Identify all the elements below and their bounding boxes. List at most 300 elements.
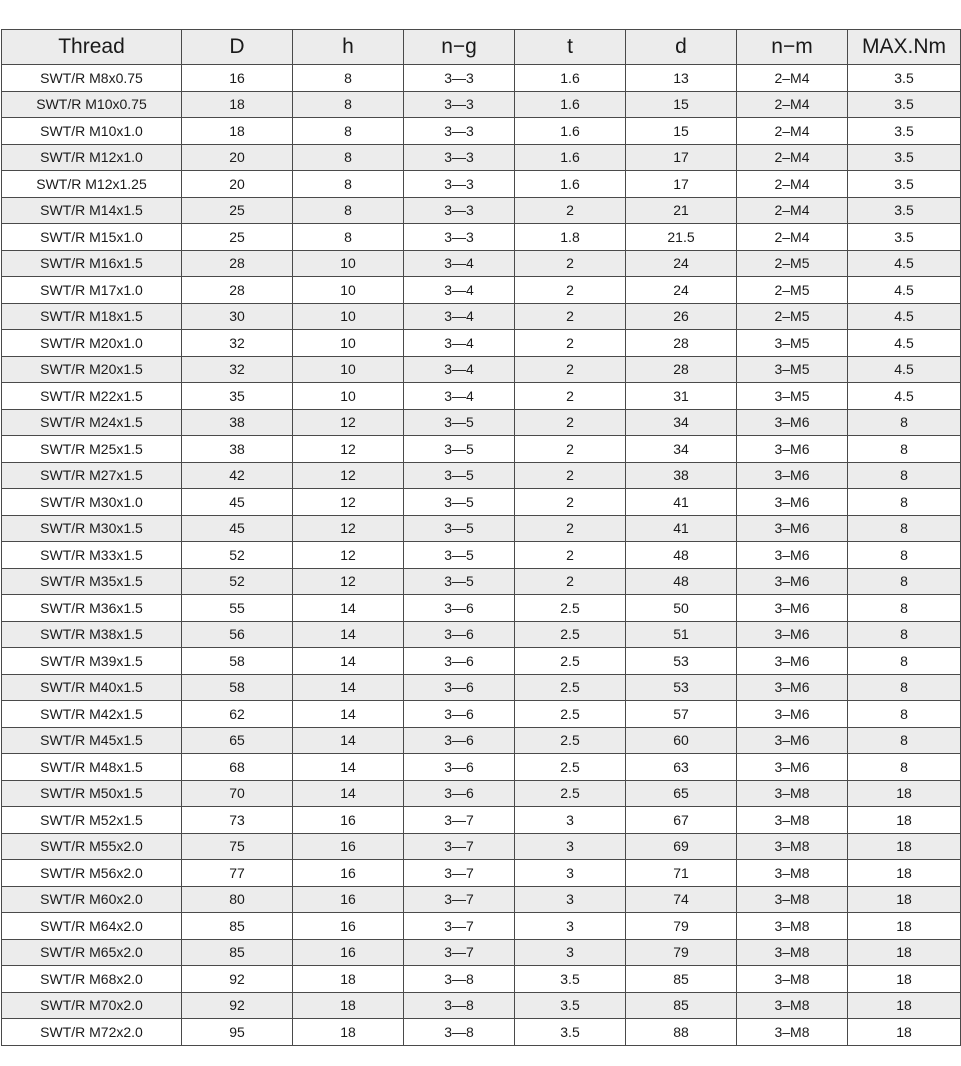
thickness-cell: 2 bbox=[515, 436, 626, 463]
inner-diameter-cell: 24 bbox=[626, 250, 737, 277]
header-thickness: t bbox=[515, 30, 626, 65]
table-row bbox=[2, 409, 961, 436]
thickness-cell: 2 bbox=[515, 197, 626, 224]
slot-count-cell: 3—5 bbox=[404, 489, 515, 516]
thread-cell: SWT/R M14x1.5 bbox=[2, 197, 182, 224]
thread-cell: SWT/R M10x0.75 bbox=[2, 91, 182, 118]
max-torque-cell: 8 bbox=[848, 542, 961, 569]
max-torque-cell: 18 bbox=[848, 939, 961, 966]
thickness-cell: 2.5 bbox=[515, 754, 626, 781]
outer-diameter-cell: 52 bbox=[182, 542, 293, 569]
inner-diameter-cell: 79 bbox=[626, 913, 737, 940]
height-cell: 10 bbox=[293, 250, 404, 277]
table-header bbox=[2, 30, 961, 65]
thread-cell: SWT/R M52x1.5 bbox=[2, 807, 182, 834]
outer-diameter-cell: 18 bbox=[182, 118, 293, 145]
screw-count-cell: 3–M6 bbox=[737, 436, 848, 463]
height-cell: 10 bbox=[293, 356, 404, 383]
thread-spec-table bbox=[1, 29, 961, 1046]
thickness-cell: 2.5 bbox=[515, 727, 626, 754]
thread-cell: SWT/R M42x1.5 bbox=[2, 701, 182, 728]
inner-diameter-cell: 34 bbox=[626, 436, 737, 463]
thickness-cell: 2.5 bbox=[515, 595, 626, 622]
screw-count-cell: 2–M4 bbox=[737, 144, 848, 171]
thickness-cell: 1.6 bbox=[515, 118, 626, 145]
outer-diameter-cell: 35 bbox=[182, 383, 293, 410]
header-slot-count: n−g bbox=[404, 30, 515, 65]
height-cell: 12 bbox=[293, 542, 404, 569]
slot-count-cell: 3—6 bbox=[404, 727, 515, 754]
outer-diameter-cell: 68 bbox=[182, 754, 293, 781]
thread-cell: SWT/R M68x2.0 bbox=[2, 966, 182, 993]
thread-cell: SWT/R M24x1.5 bbox=[2, 409, 182, 436]
max-torque-cell: 8 bbox=[848, 727, 961, 754]
screw-count-cell: 3–M6 bbox=[737, 462, 848, 489]
table-row bbox=[2, 727, 961, 754]
thread-cell: SWT/R M27x1.5 bbox=[2, 462, 182, 489]
outer-diameter-cell: 92 bbox=[182, 966, 293, 993]
inner-diameter-cell: 41 bbox=[626, 515, 737, 542]
screw-count-cell: 2–M4 bbox=[737, 171, 848, 198]
screw-count-cell: 2–M5 bbox=[737, 250, 848, 277]
inner-diameter-cell: 67 bbox=[626, 807, 737, 834]
thickness-cell: 3 bbox=[515, 807, 626, 834]
thickness-cell: 1.8 bbox=[515, 224, 626, 251]
outer-diameter-cell: 20 bbox=[182, 171, 293, 198]
outer-diameter-cell: 92 bbox=[182, 992, 293, 1019]
max-torque-cell: 8 bbox=[848, 462, 961, 489]
inner-diameter-cell: 34 bbox=[626, 409, 737, 436]
height-cell: 14 bbox=[293, 621, 404, 648]
slot-count-cell: 3—6 bbox=[404, 754, 515, 781]
outer-diameter-cell: 30 bbox=[182, 303, 293, 330]
outer-diameter-cell: 45 bbox=[182, 489, 293, 516]
inner-diameter-cell: 79 bbox=[626, 939, 737, 966]
height-cell: 16 bbox=[293, 939, 404, 966]
thickness-cell: 3 bbox=[515, 939, 626, 966]
max-torque-cell: 18 bbox=[848, 807, 961, 834]
slot-count-cell: 3—3 bbox=[404, 144, 515, 171]
thread-cell: SWT/R M20x1.5 bbox=[2, 356, 182, 383]
max-torque-cell: 8 bbox=[848, 621, 961, 648]
height-cell: 10 bbox=[293, 330, 404, 357]
thickness-cell: 1.6 bbox=[515, 171, 626, 198]
screw-count-cell: 3–M5 bbox=[737, 383, 848, 410]
outer-diameter-cell: 58 bbox=[182, 674, 293, 701]
screw-count-cell: 3–M8 bbox=[737, 807, 848, 834]
max-torque-cell: 4.5 bbox=[848, 330, 961, 357]
thickness-cell: 2 bbox=[515, 277, 626, 304]
table-row bbox=[2, 674, 961, 701]
height-cell: 16 bbox=[293, 833, 404, 860]
thread-cell: SWT/R M60x2.0 bbox=[2, 886, 182, 913]
thread-cell: SWT/R M20x1.0 bbox=[2, 330, 182, 357]
thread-cell: SWT/R M38x1.5 bbox=[2, 621, 182, 648]
table-row bbox=[2, 595, 961, 622]
thread-cell: SWT/R M16x1.5 bbox=[2, 250, 182, 277]
slot-count-cell: 3—4 bbox=[404, 250, 515, 277]
max-torque-cell: 3.5 bbox=[848, 91, 961, 118]
thread-cell: SWT/R M33x1.5 bbox=[2, 542, 182, 569]
outer-diameter-cell: 73 bbox=[182, 807, 293, 834]
table-row bbox=[2, 462, 961, 489]
thickness-cell: 2 bbox=[515, 303, 626, 330]
table-row bbox=[2, 224, 961, 251]
header-max-torque: MAX.Nm bbox=[848, 30, 961, 65]
outer-diameter-cell: 28 bbox=[182, 250, 293, 277]
thickness-cell: 1.6 bbox=[515, 91, 626, 118]
screw-count-cell: 3–M6 bbox=[737, 542, 848, 569]
thickness-cell: 1.6 bbox=[515, 144, 626, 171]
thread-cell: SWT/R M22x1.5 bbox=[2, 383, 182, 410]
height-cell: 10 bbox=[293, 277, 404, 304]
thickness-cell: 2 bbox=[515, 330, 626, 357]
max-torque-cell: 8 bbox=[848, 648, 961, 675]
thread-cell: SWT/R M48x1.5 bbox=[2, 754, 182, 781]
outer-diameter-cell: 32 bbox=[182, 356, 293, 383]
table-row bbox=[2, 833, 961, 860]
thread-cell: SWT/R M50x1.5 bbox=[2, 780, 182, 807]
table-row bbox=[2, 356, 961, 383]
inner-diameter-cell: 21 bbox=[626, 197, 737, 224]
screw-count-cell: 3–M6 bbox=[737, 568, 848, 595]
table-row bbox=[2, 515, 961, 542]
thread-cell: SWT/R M56x2.0 bbox=[2, 860, 182, 887]
height-cell: 14 bbox=[293, 674, 404, 701]
table-row bbox=[2, 65, 961, 92]
slot-count-cell: 3—3 bbox=[404, 118, 515, 145]
outer-diameter-cell: 38 bbox=[182, 409, 293, 436]
thickness-cell: 2.5 bbox=[515, 648, 626, 675]
inner-diameter-cell: 28 bbox=[626, 356, 737, 383]
thread-cell: SWT/R M45x1.5 bbox=[2, 727, 182, 754]
slot-count-cell: 3—4 bbox=[404, 303, 515, 330]
max-torque-cell: 8 bbox=[848, 515, 961, 542]
height-cell: 8 bbox=[293, 197, 404, 224]
inner-diameter-cell: 65 bbox=[626, 780, 737, 807]
max-torque-cell: 3.5 bbox=[848, 197, 961, 224]
height-cell: 18 bbox=[293, 1019, 404, 1046]
thread-cell: SWT/R M17x1.0 bbox=[2, 277, 182, 304]
max-torque-cell: 3.5 bbox=[848, 65, 961, 92]
height-cell: 14 bbox=[293, 754, 404, 781]
table-row bbox=[2, 1019, 961, 1046]
outer-diameter-cell: 55 bbox=[182, 595, 293, 622]
height-cell: 14 bbox=[293, 648, 404, 675]
slot-count-cell: 3—6 bbox=[404, 621, 515, 648]
max-torque-cell: 18 bbox=[848, 1019, 961, 1046]
outer-diameter-cell: 38 bbox=[182, 436, 293, 463]
screw-count-cell: 3–M8 bbox=[737, 860, 848, 887]
table-row bbox=[2, 992, 961, 1019]
max-torque-cell: 3.5 bbox=[848, 118, 961, 145]
slot-count-cell: 3—6 bbox=[404, 701, 515, 728]
screw-count-cell: 3–M6 bbox=[737, 489, 848, 516]
table-row bbox=[2, 303, 961, 330]
thickness-cell: 2.5 bbox=[515, 621, 626, 648]
screw-count-cell: 3–M6 bbox=[737, 409, 848, 436]
slot-count-cell: 3—7 bbox=[404, 939, 515, 966]
thread-cell: SWT/R M25x1.5 bbox=[2, 436, 182, 463]
header-outer-diameter: D bbox=[182, 30, 293, 65]
slot-count-cell: 3—3 bbox=[404, 224, 515, 251]
thickness-cell: 3.5 bbox=[515, 966, 626, 993]
height-cell: 14 bbox=[293, 780, 404, 807]
inner-diameter-cell: 17 bbox=[626, 171, 737, 198]
screw-count-cell: 3–M8 bbox=[737, 913, 848, 940]
thickness-cell: 2 bbox=[515, 356, 626, 383]
inner-diameter-cell: 38 bbox=[626, 462, 737, 489]
table-row bbox=[2, 860, 961, 887]
thread-cell: SWT/R M55x2.0 bbox=[2, 833, 182, 860]
slot-count-cell: 3—3 bbox=[404, 65, 515, 92]
thickness-cell: 3 bbox=[515, 913, 626, 940]
slot-count-cell: 3—4 bbox=[404, 356, 515, 383]
inner-diameter-cell: 41 bbox=[626, 489, 737, 516]
screw-count-cell: 2–M4 bbox=[737, 91, 848, 118]
outer-diameter-cell: 20 bbox=[182, 144, 293, 171]
outer-diameter-cell: 18 bbox=[182, 91, 293, 118]
height-cell: 18 bbox=[293, 992, 404, 1019]
max-torque-cell: 4.5 bbox=[848, 250, 961, 277]
screw-count-cell: 3–M5 bbox=[737, 356, 848, 383]
table-row bbox=[2, 754, 961, 781]
max-torque-cell: 18 bbox=[848, 992, 961, 1019]
thread-cell: SWT/R M70x2.0 bbox=[2, 992, 182, 1019]
thread-cell: SWT/R M65x2.0 bbox=[2, 939, 182, 966]
thickness-cell: 3 bbox=[515, 833, 626, 860]
outer-diameter-cell: 45 bbox=[182, 515, 293, 542]
inner-diameter-cell: 26 bbox=[626, 303, 737, 330]
inner-diameter-cell: 50 bbox=[626, 595, 737, 622]
outer-diameter-cell: 95 bbox=[182, 1019, 293, 1046]
outer-diameter-cell: 77 bbox=[182, 860, 293, 887]
inner-diameter-cell: 48 bbox=[626, 568, 737, 595]
table-row bbox=[2, 648, 961, 675]
inner-diameter-cell: 17 bbox=[626, 144, 737, 171]
height-cell: 10 bbox=[293, 383, 404, 410]
table-row bbox=[2, 701, 961, 728]
outer-diameter-cell: 25 bbox=[182, 224, 293, 251]
height-cell: 8 bbox=[293, 144, 404, 171]
height-cell: 12 bbox=[293, 436, 404, 463]
inner-diameter-cell: 13 bbox=[626, 65, 737, 92]
max-torque-cell: 8 bbox=[848, 754, 961, 781]
screw-count-cell: 3–M8 bbox=[737, 992, 848, 1019]
screw-count-cell: 3–M8 bbox=[737, 1019, 848, 1046]
header-inner-diameter: d bbox=[626, 30, 737, 65]
screw-count-cell: 3–M8 bbox=[737, 833, 848, 860]
height-cell: 16 bbox=[293, 913, 404, 940]
inner-diameter-cell: 63 bbox=[626, 754, 737, 781]
outer-diameter-cell: 58 bbox=[182, 648, 293, 675]
outer-diameter-cell: 75 bbox=[182, 833, 293, 860]
thread-cell: SWT/R M39x1.5 bbox=[2, 648, 182, 675]
slot-count-cell: 3—5 bbox=[404, 515, 515, 542]
max-torque-cell: 8 bbox=[848, 489, 961, 516]
thread-cell: SWT/R M40x1.5 bbox=[2, 674, 182, 701]
slot-count-cell: 3—6 bbox=[404, 595, 515, 622]
thickness-cell: 3 bbox=[515, 886, 626, 913]
max-torque-cell: 18 bbox=[848, 860, 961, 887]
thread-cell: SWT/R M12x1.0 bbox=[2, 144, 182, 171]
outer-diameter-cell: 80 bbox=[182, 886, 293, 913]
height-cell: 14 bbox=[293, 595, 404, 622]
max-torque-cell: 4.5 bbox=[848, 303, 961, 330]
height-cell: 8 bbox=[293, 224, 404, 251]
screw-count-cell: 3–M6 bbox=[737, 674, 848, 701]
slot-count-cell: 3—7 bbox=[404, 807, 515, 834]
table-body bbox=[2, 65, 961, 1046]
table-row bbox=[2, 913, 961, 940]
slot-count-cell: 3—7 bbox=[404, 860, 515, 887]
thickness-cell: 2 bbox=[515, 568, 626, 595]
slot-count-cell: 3—4 bbox=[404, 277, 515, 304]
thickness-cell: 2.5 bbox=[515, 780, 626, 807]
screw-count-cell: 3–M8 bbox=[737, 780, 848, 807]
table-row bbox=[2, 621, 961, 648]
table-row bbox=[2, 939, 961, 966]
screw-count-cell: 3–M6 bbox=[737, 701, 848, 728]
inner-diameter-cell: 48 bbox=[626, 542, 737, 569]
slot-count-cell: 3—5 bbox=[404, 542, 515, 569]
height-cell: 18 bbox=[293, 966, 404, 993]
max-torque-cell: 8 bbox=[848, 674, 961, 701]
screw-count-cell: 3–M8 bbox=[737, 966, 848, 993]
table-row bbox=[2, 542, 961, 569]
slot-count-cell: 3—4 bbox=[404, 383, 515, 410]
inner-diameter-cell: 71 bbox=[626, 860, 737, 887]
max-torque-cell: 4.5 bbox=[848, 277, 961, 304]
max-torque-cell: 8 bbox=[848, 595, 961, 622]
thickness-cell: 3.5 bbox=[515, 992, 626, 1019]
thickness-cell: 2 bbox=[515, 383, 626, 410]
inner-diameter-cell: 15 bbox=[626, 91, 737, 118]
inner-diameter-cell: 88 bbox=[626, 1019, 737, 1046]
table-row bbox=[2, 886, 961, 913]
thread-cell: SWT/R M72x2.0 bbox=[2, 1019, 182, 1046]
outer-diameter-cell: 56 bbox=[182, 621, 293, 648]
slot-count-cell: 3—7 bbox=[404, 886, 515, 913]
height-cell: 10 bbox=[293, 303, 404, 330]
thread-cell: SWT/R M30x1.0 bbox=[2, 489, 182, 516]
height-cell: 14 bbox=[293, 701, 404, 728]
screw-count-cell: 2–M5 bbox=[737, 303, 848, 330]
table-row bbox=[2, 171, 961, 198]
height-cell: 8 bbox=[293, 171, 404, 198]
inner-diameter-cell: 85 bbox=[626, 992, 737, 1019]
screw-count-cell: 3–M8 bbox=[737, 939, 848, 966]
table-row bbox=[2, 118, 961, 145]
height-cell: 16 bbox=[293, 807, 404, 834]
screw-count-cell: 3–M6 bbox=[737, 754, 848, 781]
outer-diameter-cell: 25 bbox=[182, 197, 293, 224]
table-row bbox=[2, 383, 961, 410]
thread-cell: SWT/R M8x0.75 bbox=[2, 65, 182, 92]
inner-diameter-cell: 15 bbox=[626, 118, 737, 145]
thread-cell: SWT/R M10x1.0 bbox=[2, 118, 182, 145]
max-torque-cell: 4.5 bbox=[848, 383, 961, 410]
slot-count-cell: 3—3 bbox=[404, 197, 515, 224]
slot-count-cell: 3—7 bbox=[404, 913, 515, 940]
slot-count-cell: 3—8 bbox=[404, 1019, 515, 1046]
header-screw-count: n−m bbox=[737, 30, 848, 65]
max-torque-cell: 8 bbox=[848, 409, 961, 436]
outer-diameter-cell: 42 bbox=[182, 462, 293, 489]
thickness-cell: 2 bbox=[515, 515, 626, 542]
max-torque-cell: 18 bbox=[848, 966, 961, 993]
thickness-cell: 2 bbox=[515, 462, 626, 489]
outer-diameter-cell: 52 bbox=[182, 568, 293, 595]
inner-diameter-cell: 24 bbox=[626, 277, 737, 304]
slot-count-cell: 3—3 bbox=[404, 171, 515, 198]
header-thread: Thread bbox=[2, 30, 182, 65]
inner-diameter-cell: 69 bbox=[626, 833, 737, 860]
thickness-cell: 3 bbox=[515, 860, 626, 887]
inner-diameter-cell: 53 bbox=[626, 674, 737, 701]
inner-diameter-cell: 28 bbox=[626, 330, 737, 357]
max-torque-cell: 18 bbox=[848, 780, 961, 807]
outer-diameter-cell: 65 bbox=[182, 727, 293, 754]
table-row bbox=[2, 966, 961, 993]
height-cell: 12 bbox=[293, 409, 404, 436]
max-torque-cell: 8 bbox=[848, 436, 961, 463]
screw-count-cell: 2–M4 bbox=[737, 197, 848, 224]
table-row bbox=[2, 144, 961, 171]
slot-count-cell: 3—8 bbox=[404, 966, 515, 993]
max-torque-cell: 18 bbox=[848, 913, 961, 940]
table-row bbox=[2, 277, 961, 304]
height-cell: 12 bbox=[293, 489, 404, 516]
screw-count-cell: 3–M8 bbox=[737, 886, 848, 913]
slot-count-cell: 3—4 bbox=[404, 330, 515, 357]
slot-count-cell: 3—7 bbox=[404, 833, 515, 860]
thread-cell: SWT/R M12x1.25 bbox=[2, 171, 182, 198]
thread-cell: SWT/R M30x1.5 bbox=[2, 515, 182, 542]
table-row bbox=[2, 807, 961, 834]
max-torque-cell: 18 bbox=[848, 886, 961, 913]
thread-cell: SWT/R M64x2.0 bbox=[2, 913, 182, 940]
screw-count-cell: 2–M5 bbox=[737, 277, 848, 304]
screw-count-cell: 3–M6 bbox=[737, 727, 848, 754]
inner-diameter-cell: 85 bbox=[626, 966, 737, 993]
height-cell: 12 bbox=[293, 462, 404, 489]
slot-count-cell: 3—6 bbox=[404, 648, 515, 675]
outer-diameter-cell: 85 bbox=[182, 913, 293, 940]
header-height: h bbox=[293, 30, 404, 65]
thread-cell: SWT/R M18x1.5 bbox=[2, 303, 182, 330]
screw-count-cell: 3–M6 bbox=[737, 595, 848, 622]
slot-count-cell: 3—5 bbox=[404, 436, 515, 463]
max-torque-cell: 4.5 bbox=[848, 356, 961, 383]
inner-diameter-cell: 53 bbox=[626, 648, 737, 675]
outer-diameter-cell: 70 bbox=[182, 780, 293, 807]
screw-count-cell: 3–M5 bbox=[737, 330, 848, 357]
height-cell: 16 bbox=[293, 886, 404, 913]
height-cell: 12 bbox=[293, 515, 404, 542]
screw-count-cell: 2–M4 bbox=[737, 224, 848, 251]
thickness-cell: 2 bbox=[515, 542, 626, 569]
screw-count-cell: 3–M6 bbox=[737, 621, 848, 648]
slot-count-cell: 3—6 bbox=[404, 780, 515, 807]
inner-diameter-cell: 21.5 bbox=[626, 224, 737, 251]
max-torque-cell: 18 bbox=[848, 833, 961, 860]
table-row bbox=[2, 780, 961, 807]
max-torque-cell: 8 bbox=[848, 568, 961, 595]
slot-count-cell: 3—8 bbox=[404, 992, 515, 1019]
screw-count-cell: 2–M4 bbox=[737, 65, 848, 92]
table-row bbox=[2, 330, 961, 357]
